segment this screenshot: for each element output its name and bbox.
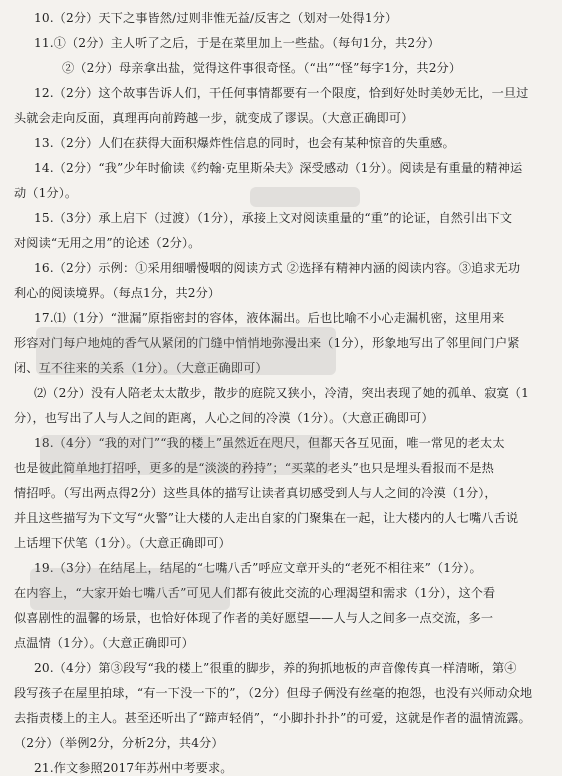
- answer-line: 在内容上，“大家开始七嘴八舌”可见人们都有彼此交流的心理渴望和需求（1分），这个看: [14, 586, 496, 600]
- answer-line: 16.（2分）示例：①采用细嚼慢咽的阅读方式 ②选择有精神内涵的阅读内容。③追求无功: [34, 261, 521, 275]
- answer-line: 闭、互不往来的关系（1分）。（大意正确即可）: [14, 361, 268, 375]
- answer-line: 17.⑴（1分）“泄漏”原指密封的容体，液体漏出。后也比喻不小心走漏机密，这里用来: [34, 311, 505, 325]
- answer-key-lines: [14, 10, 548, 776]
- answer-line: 利心的阅读境界。（每点1分，共2分）: [14, 286, 221, 300]
- answer-line: 18.（4分）“我的对门”“我的楼上”虽然近在咫尺，但都天各互见面，唯一常见的老太太: [34, 436, 505, 450]
- answer-line: 动（1分）。: [14, 186, 78, 200]
- answer-line: 情招呼。（写出两点得2分）这些具体的描写让读者真切感受到人与人之间的冷漠（1分），: [14, 486, 497, 500]
- answer-line: 点温情（1分）。（大意正确即可）: [14, 636, 194, 650]
- answer-line: 似喜剧性的温馨的场景，也恰好体现了作者的美好愿望——人与人之间多一点交流，多一: [14, 611, 494, 625]
- answer-line: 12.（2分）这个故事告诉人们，干任何事情都要有一个限度，恰到好处时美妙无比，一旦过: [34, 86, 529, 100]
- answer-line: 头就会走向反面，真理再向前跨越一步，就变成了谬误。（大意正确即可）: [14, 111, 414, 125]
- answer-line: 11.①（2分）主人听了之后，于是在菜里加上一些盐。（每句1分，共2分）: [34, 36, 440, 50]
- answer-line: 并且这些描写为下文写“火警”让大楼的人走出自家的门聚集在一起，让大楼内的人七嘴八舌说: [14, 511, 519, 525]
- answer-line: ②（2分）母亲拿出盐，觉得这件事很奇怪。（“出”“怪”每字1分，共2分）: [62, 61, 462, 75]
- answer-line: ⑵（2分）没有人陪老太太散步，散步的庭院又狭小，冷清，突出表现了她的孤单、寂寞（1: [34, 386, 529, 400]
- answer-line: 对阅读“无用之用”的论述（2分）。: [14, 236, 201, 250]
- answer-line: 21.作文参照2017年苏州中考要求。: [34, 761, 233, 775]
- answer-line: 19.（3分）在结尾上，结尾的“七嘴八舌”呼应文章开头的“老死不相往来”（1分）。: [34, 561, 482, 575]
- answer-line: 10.（2分）天下之事皆然/过则非惟无益/反害之（划对一处得1分）: [34, 11, 398, 25]
- answer-line: 20.（4分）第③段写“我的楼上”很重的脚步，养的狗抓地板的声音像传真一样清晰，第④: [34, 661, 517, 675]
- answer-line: 14.（2分）“我”少年时偷读《约翰·克里斯朵夫》深受感动（1分）。阅读是有重量的精神运: [34, 161, 523, 175]
- answer-line: 分），也写出了人与人之间的距离，人心之间的冷漠（1分）。（大意正确即可）: [14, 411, 434, 425]
- answer-line: 也是彼此简单地打招呼，更多的是“淡淡的矜持”；“买菜的老头”也只是埋头看报而不是热: [14, 461, 494, 475]
- answer-line: 15.（3分）承上启下（过渡）（1分），承接上文对阅读重量的“重”的论证，自然引出下文: [34, 211, 513, 225]
- answer-line: 段写孩子在屋里拍球，“有一下没一下的”，（2分）但母子俩没有丝毫的抱怨，也没有兴师动众地: [14, 686, 533, 700]
- answer-line: 13.（2分）人们在获得大面积爆炸性信息的同时，也会有某种惊音的失重感。: [34, 136, 455, 150]
- answer-line: 去指责楼上的主人。甚至还听出了“蹄声轻俏”，“小脚扑扑扑”的可爱，这就是作者的温情流露。: [14, 711, 531, 725]
- answer-line: （2分）（举例2分，分析2分，共4分）: [14, 736, 224, 750]
- answer-line: 上话埋下伏笔（1分）。（大意正确即可）: [14, 536, 231, 550]
- answer-line: 形容对门每户地炖的香气从紧闭的门缝中悄悄地弥漫出来（1分），形象地写出了邻里间门户紧: [14, 336, 520, 350]
